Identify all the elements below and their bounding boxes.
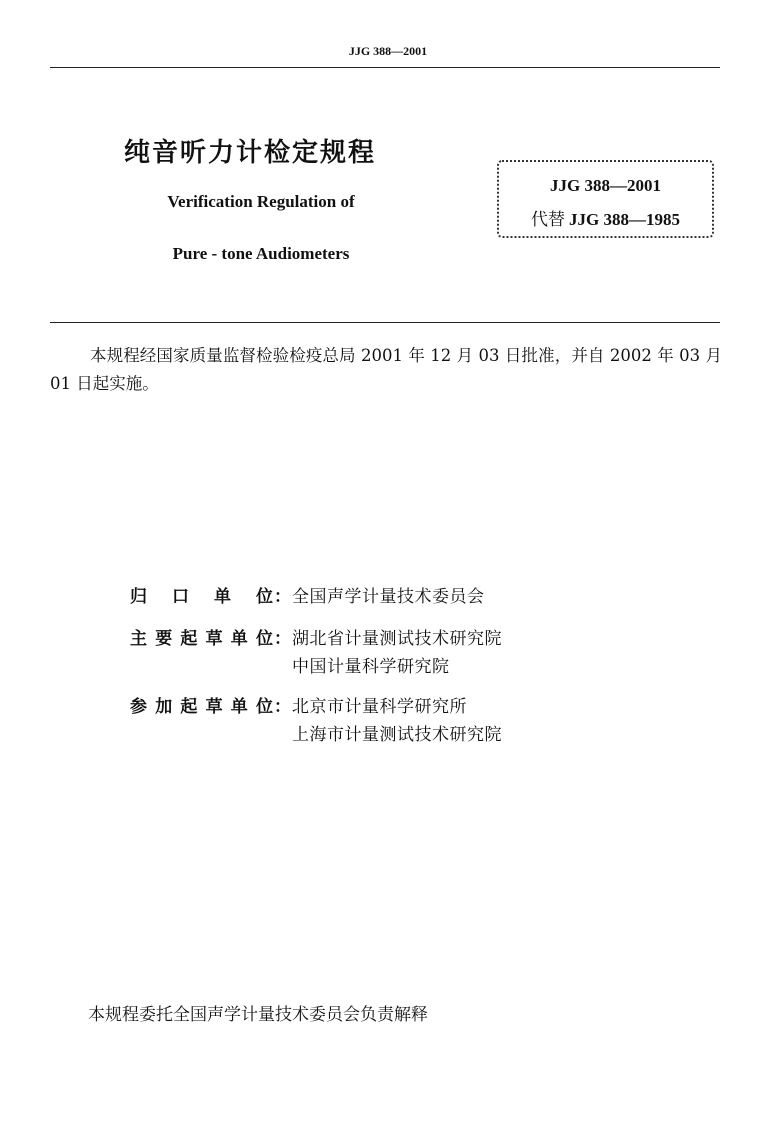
participating-drafting-unit-value-1: 北京市计量科学研究所 xyxy=(292,697,467,717)
document-title-english-line-1: Verification Regulation of xyxy=(167,192,355,211)
participating-drafting-unit-value-2: 上海市计量测试技术研究院 xyxy=(292,725,502,745)
main-drafting-unit-value-1: 湖北省计量测试技术研究院 xyxy=(292,629,502,649)
replaced-standard-number: JJG 388—1985 xyxy=(569,210,680,229)
replaces-label: 代替 xyxy=(531,210,565,230)
approval-statement: 本规程经国家质量监督检验检疫总局 2001 年 12 月 03 日批准，并自 2002 年 03 月 01 日起实施。 xyxy=(50,346,722,393)
main-drafting-unit-colon: ： xyxy=(274,629,291,649)
main-drafting-unit-value-2: 中国计量科学研究院 xyxy=(292,657,450,677)
header-rule xyxy=(50,67,720,68)
document-title-english-line-2: Pure - tone Audiometers xyxy=(172,244,350,263)
participating-drafting-unit-colon: ： xyxy=(274,697,291,717)
participating-drafting-unit-label: 参 加 起 草 单 位 xyxy=(130,697,273,717)
standard-number: JJG 388—2001 xyxy=(550,176,661,195)
responsible-unit-colon: ： xyxy=(274,587,291,607)
replaced-standard xyxy=(497,205,714,230)
interpretation-note: 本规程委托全国声学计量技术委员会负责解释 xyxy=(88,1005,428,1025)
running-header: JJG 388—2001 xyxy=(348,44,428,58)
document-title-chinese: 纯音听力计检定规程 xyxy=(124,138,377,168)
main-drafting-unit-label: 主 要 起 草 单 位 xyxy=(130,629,273,649)
responsible-unit-label: 归 口 单 位 xyxy=(130,587,273,607)
section-rule xyxy=(50,322,720,323)
responsible-unit-value: 全国声学计量技术委员会 xyxy=(292,587,485,607)
